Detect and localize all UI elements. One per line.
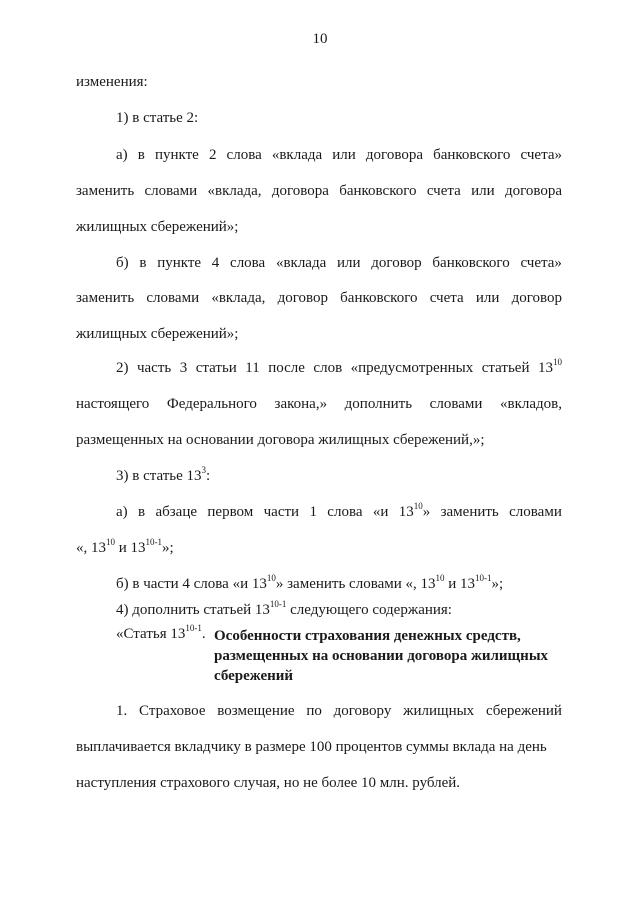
text-line-16: 4) дополнить статьей 13$^{10-1}$ следующего содержания: <box>116 599 452 618</box>
text-line-2: 1) в статье 2: <box>116 110 199 126</box>
text-line-6: б) в пункте 4 слова «вклада или договор банковского счета» <box>116 255 562 271</box>
text-line-18: выплачивается вкладчику в размере 100 процентов суммы вклада на день <box>76 739 547 755</box>
text-line-5: жилищных сбережений»; <box>76 219 239 235</box>
article-heading: Особенности страхования денежных средств, размещенных на основании договора жилищных сбережений <box>214 628 549 684</box>
text-line-9: 2) часть 3 статьи 11 после слов «предусмотренных статьей $13^{10}$ <box>116 357 562 376</box>
text-line-7: заменить словами «вклада, договор банковского счета или договор <box>76 290 562 306</box>
text-line-11: размещенных на основании договора жилищных сбережений,»; <box>76 432 485 448</box>
text-line-14: «, $13^{10}$ и 13$^{10-1}$»; <box>76 537 174 556</box>
text-line-13: а) в абзаце первом части 1 слова «и $13^{10}$» заменить словами <box>116 501 562 520</box>
text-line-15: б) в части 4 слова «и $13^{10}$» заменить словами «, $13^{10}$ и 13$^{10-1}$»; <box>116 573 504 592</box>
text-line-10: настоящего Федерального закона,» дополнить словами «вкладов, <box>76 396 562 412</box>
text-line-1: изменения: <box>76 74 148 90</box>
article-label: «Статья 13$^{10-1}$. <box>116 623 206 642</box>
text-line-8: жилищных сбережений»; <box>76 326 239 342</box>
text-line-19: наступления страхового случая, но не более 10 млн. рублей. <box>76 775 461 791</box>
text-line-12: 3) в статье $13^3$: <box>116 465 211 484</box>
text-line-17: 1. Страховое возмещение по договору жилищных сбережений <box>116 703 562 719</box>
text-line-3: а) в пункте 2 слова «вклада или договора банковского счета» <box>116 147 562 163</box>
page-number: 10 <box>312 31 328 47</box>
text-line-4: заменить словами «вклада, договора банковского счета или договора <box>76 183 562 199</box>
